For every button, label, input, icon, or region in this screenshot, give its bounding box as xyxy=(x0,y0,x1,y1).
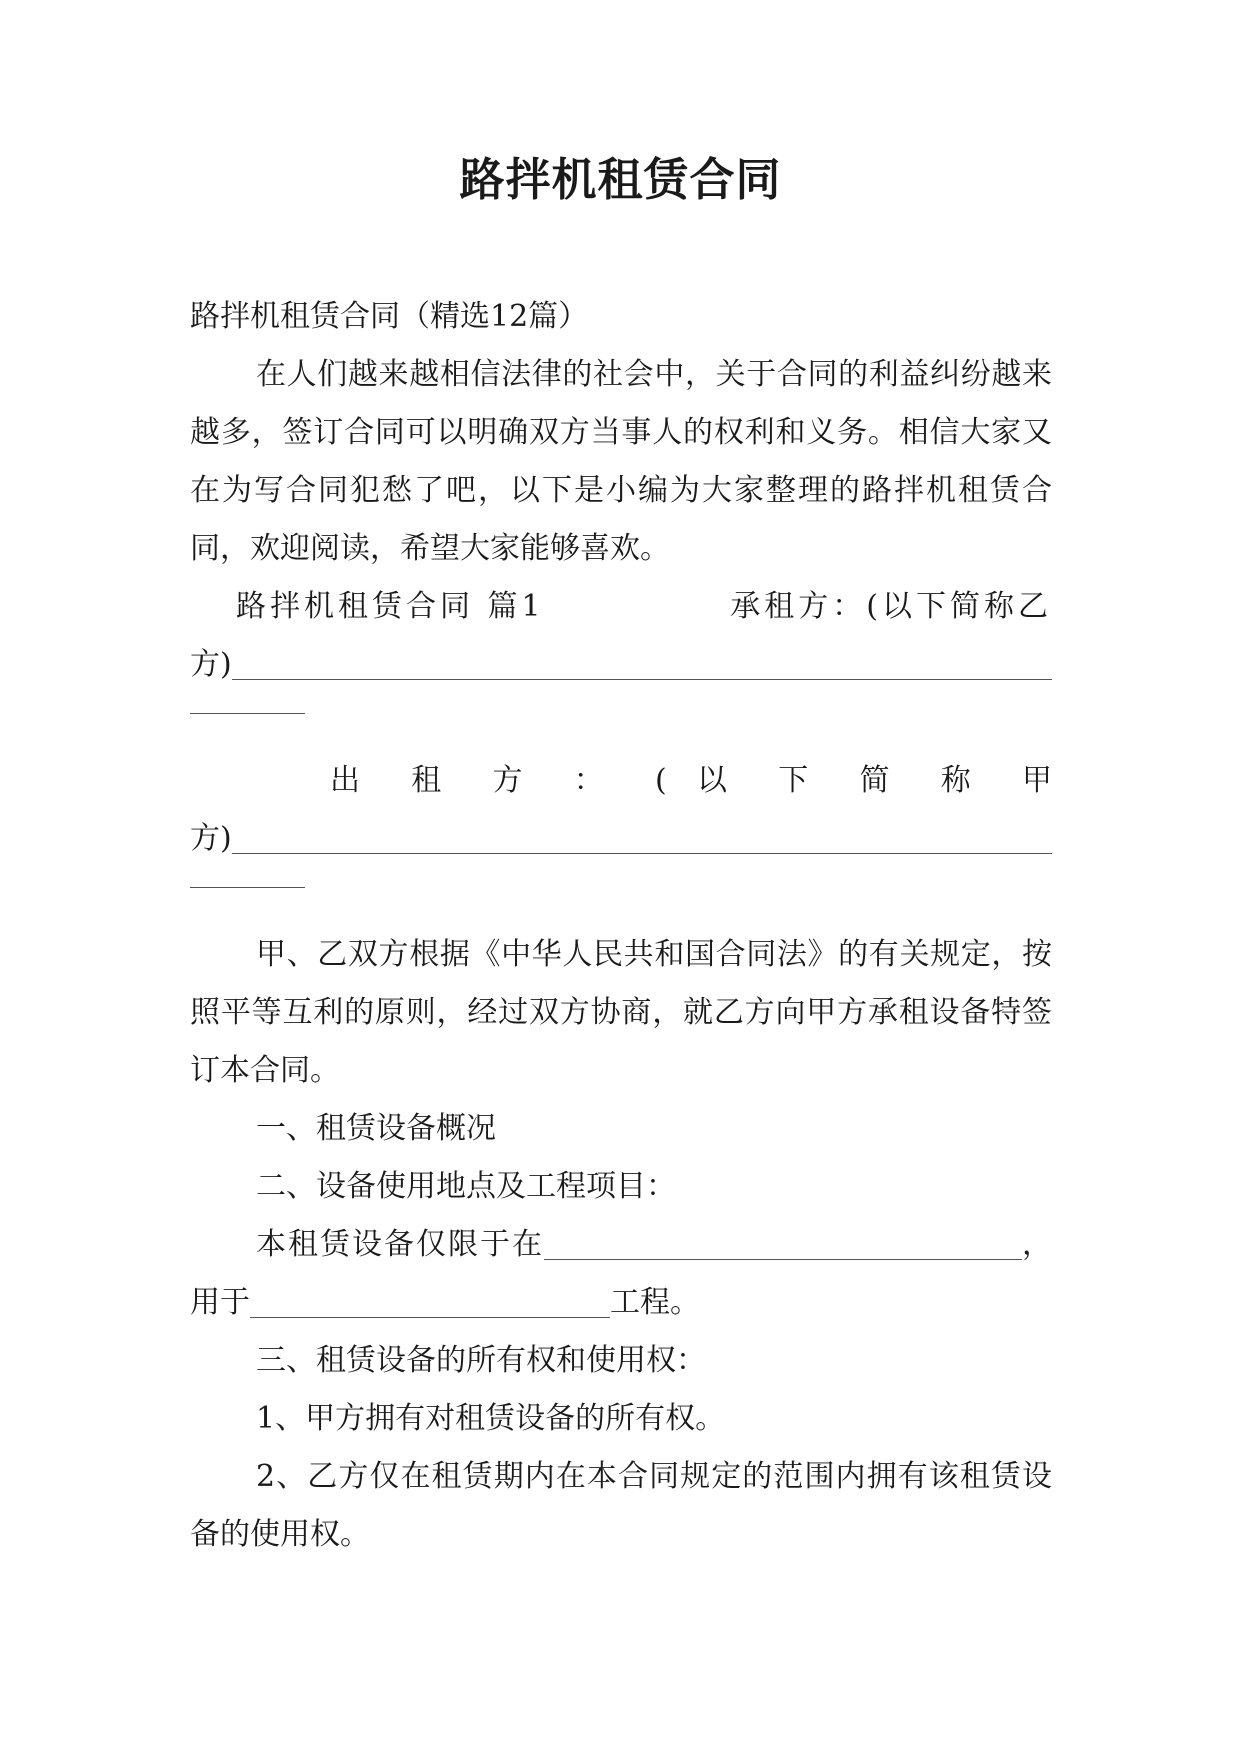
location-suffix: ， xyxy=(1022,1227,1052,1262)
intro-paragraph: 在人们越来越相信法律的社会中，关于合同的利益纠纷越来越多，签订合同可以明确双方当事人的权利和义务。相信大家又在为写合同犯愁了吧，以下是小编为大家整理的路拌机租赁合同，欢迎阅读，希望大家能够喜欢。 xyxy=(190,357,1052,566)
lessor-blank-line xyxy=(190,810,1052,868)
lessor-label-cont: 方) xyxy=(190,821,232,856)
item-2: 2、乙方仅在租赁期内在本合同规定的范围内拥有该租赁设备的使用权。 xyxy=(190,1459,1052,1552)
lessee-blank-line xyxy=(190,636,1052,694)
chapter-heading: 路拌机租赁合同 篇1 xyxy=(236,589,545,624)
lessee-label-cont: 方) xyxy=(190,647,232,682)
project-blank[interactable] xyxy=(250,1316,610,1318)
lessor-name-blank-cont[interactable] xyxy=(190,886,305,888)
item-1: 1、甲方拥有对租赁设备的所有权。 xyxy=(256,1401,726,1436)
section-3-heading: 三、租赁设备的所有权和使用权： xyxy=(256,1343,706,1378)
section-1-heading: 一、租赁设备概况 xyxy=(256,1111,496,1146)
use-prefix: 用于 xyxy=(190,1285,250,1320)
location-blank[interactable] xyxy=(544,1258,1022,1260)
document-body xyxy=(190,288,1052,1564)
lessee-name-blank[interactable] xyxy=(232,678,1052,680)
location-line xyxy=(190,1216,1052,1274)
document-subtitle: 路拌机租赁合同（精选12篇） xyxy=(190,299,589,334)
lessor-label-line xyxy=(190,752,1052,810)
use-line xyxy=(190,1274,1052,1332)
chapter-heading-line xyxy=(190,578,1052,636)
use-suffix: 工程。 xyxy=(610,1285,700,1320)
document-title: 路拌机租赁合同 xyxy=(459,153,782,206)
lessor-name-blank[interactable] xyxy=(232,852,1052,854)
lessee-name-blank-cont[interactable] xyxy=(190,712,305,714)
section-2-heading: 二、设备使用地点及工程项目： xyxy=(256,1169,676,1204)
location-prefix: 本租赁设备仅限于在 xyxy=(256,1227,544,1262)
basis-paragraph: 甲、乙双方根据《中华人民共和国合同法》的有关规定，按照平等互利的原则，经过双方协商，就乙方向甲方承租设备特签订本合同。 xyxy=(190,937,1052,1088)
lessor-label: 出 租 方 ： ( 以 下 简 称 甲 xyxy=(330,763,1052,798)
lessee-label: 承租方：(以下简称乙 xyxy=(730,589,1052,624)
